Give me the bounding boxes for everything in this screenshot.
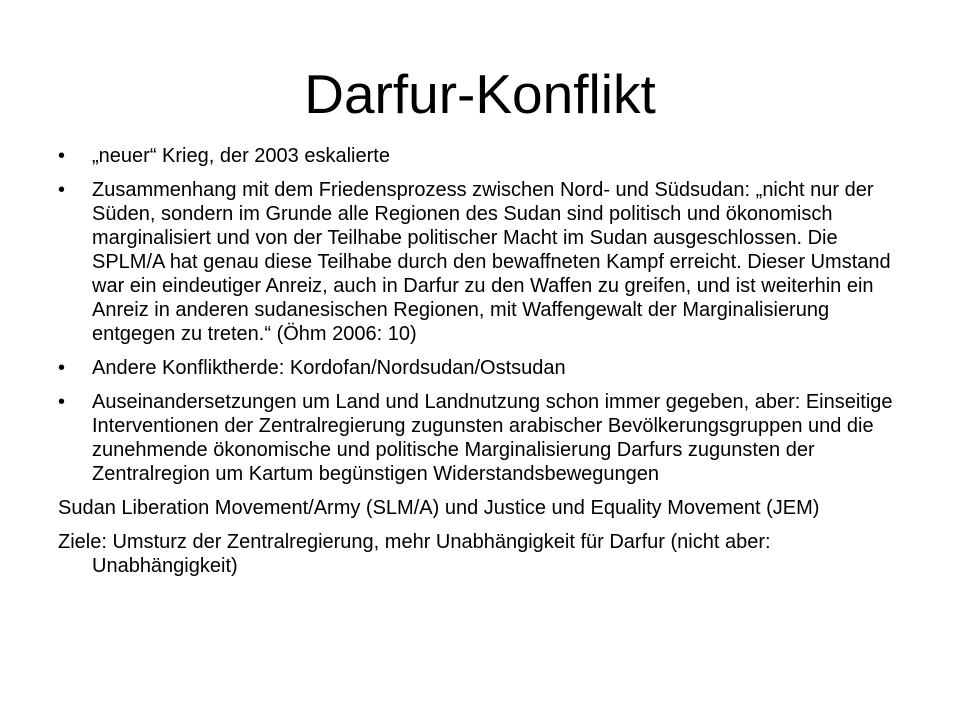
bullet-text: Auseinandersetzungen um Land und Landnutzung schon immer gegeben, aber: Einseitige Interventionen der Zentralregierung zugunsten arabischer Bevölkerungsgruppen und die zunehmende ökonomische und politische Marginalisierung Darfurs zugunsten der Zentralregion um Kartum begünstigen Widerstandsbewegungen [92,391,893,485]
slide-body [58,144,898,588]
bullet-dot: • [58,391,66,413]
bullet-dot: • [58,179,66,201]
bullet-text: Andere Konfliktherde: Kordofan/Nordsudan/Ostsudan [92,357,566,379]
slide-title: Darfur-Konflikt [304,63,656,125]
bullet-item [58,144,898,168]
bullet-item [58,178,898,346]
bullet-dot: • [58,357,66,379]
bullet-list [58,144,898,486]
bullet-item [58,390,898,486]
paragraph-movements: Sudan Liberation Movement/Army (SLM/A) und Justice und Equality Movement (JEM) [58,497,820,519]
bullet-text: „neuer“ Krieg, der 2003 eskalierte [92,145,390,167]
paragraph-goals: Ziele: Umsturz der Zentralregierung, mehr Unabhängigkeit für Darfur (nicht aber: Unabhängigkeit) [58,531,771,577]
bullet-item [58,356,898,380]
bullet-text: Zusammenhang mit dem Friedensprozess zwischen Nord- und Südsudan: „nicht nur der Süden, sondern im Grunde alle Regionen des Sudan sind politisch und ökonomisch marginalisiert und von der Teilhabe politischer Macht im Sudan ausgeschlossen. Die SPLM/A hat genau diese Teilhabe durch den bewaffneten Kampf erreicht. Dieser Umstand war ein eindeutiger Anreiz, auch in Darfur zu den Waffen zu greifen, und ist weiterhin ein Anreiz in anderen sudanesischen Regionen, mit Waffengewalt der Marginalisierung entgegen zu treten.“ (Öhm 2006: 10) [92,179,891,345]
bullet-dot: • [58,145,66,167]
